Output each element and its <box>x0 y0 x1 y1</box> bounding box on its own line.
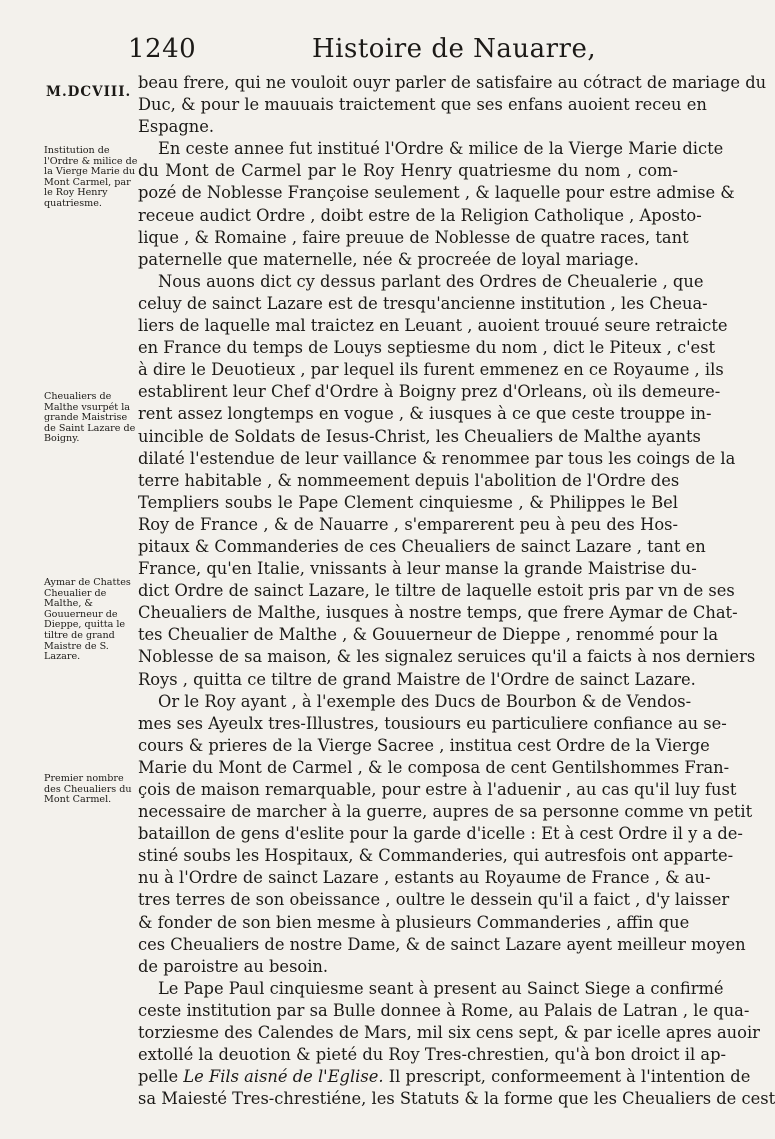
text-line: France, qu'en Italie, vnissants à leur manse la grande Maistrise du- <box>138 559 697 579</box>
text-line: Espagne. <box>138 117 215 137</box>
text-line: rent assez longtemps en vogue , & iusques à ce que ceste trouppe in- <box>138 404 712 424</box>
text-line: establirent leur Chef d'Ordre à Boigny prez d'Orleans, où ils demeure- <box>138 382 721 402</box>
text-line: dict Ordre de sainct Lazare, le tiltre de laquelle estoit pris par vn de ses <box>138 581 735 601</box>
text-line: tes Cheualier de Malthe , & Gouuerneur de Dieppe , renommé pour la <box>138 625 719 645</box>
text-line: Roys , quitta ce tiltre de grand Maistre de l'Ordre de sainct Lazare. <box>138 669 696 689</box>
text-line: nu à l'Ordre de sainct Lazare , estants au Royaume de France , & au- <box>138 868 711 888</box>
text-fragment: pelle <box>138 1067 179 1087</box>
margin-note-aymar: Aymar de Chattes Cheualier de Malthe, & Gouuerneur de Dieppe, quitta le tiltre de grand Maistre de S. Lazare. <box>44 577 131 663</box>
text-line: Roy de France , & de Nauarre , s'emparerent peu à peu des Hos- <box>138 514 678 534</box>
text-line: Or le Roy ayant , à l'exemple des Ducs de Bourbon & de Vendos- <box>158 691 692 711</box>
text-line: celuy de sainct Lazare est de tresqu'ancienne institution , les Cheua- <box>138 293 708 313</box>
text-line: stiné soubs les Hospitaux, & Commanderies, qui autresfois ont apparte- <box>138 846 734 866</box>
italic-phrase: Le Fils aisné de l'Eglise. <box>183 1067 384 1087</box>
text-line: beau frere, qui ne vouloit ouyr parler de satisfaire au cótract de mariage du <box>138 73 767 92</box>
text-line: de paroistre au besoin. <box>138 956 329 976</box>
text-line: çois de maison remarquable, pour estre à l'aduenir , au cas qu'il luy fust <box>138 780 737 799</box>
page-number: 1240 <box>128 34 197 64</box>
text-line: Duc, & pour le mauuais traictement que ses enfans auoient receu en <box>138 95 707 115</box>
margin-note-malthe: Cheualiers de Malthe vsurpét la grande Maistrise de Saint Lazare de Boigny. <box>44 391 136 445</box>
page-header <box>0 32 700 68</box>
text-line: dilaté l'estendue de leur vaillance & renommee par tous les coings de la <box>138 448 736 468</box>
text-line: & fonder de son bien mesme à plusieurs Commanderies , affin que <box>138 912 690 932</box>
text-line: extollé la deuotion & pieté du Roy Tres-chrestien, qu'à bon droict il ap- <box>138 1045 726 1065</box>
text-line: liers de laquelle mal traictez en Leuant , auoient trouué seure retraicte <box>138 316 728 336</box>
text-line: tres terres de son obeissance , oultre le dessein qu'il a faict , d'y laisser <box>138 890 730 910</box>
text-line: Noblesse de sa maison, & les signalez seruices qu'il a faicts à nos derniers <box>138 647 756 667</box>
text-line: uincible de Soldats de Iesus-Christ, les Cheualiers de Malthe ayants <box>138 426 701 446</box>
body-text <box>138 72 775 1110</box>
text-fragment: Il prescript, conformeement à l'intention de <box>388 1067 751 1087</box>
text-line: En ceste annee fut institué l'Ordre & milice de la Vierge Marie dicte <box>158 139 724 159</box>
text-line: Nous auons dict cy dessus parlant des Ordres de Cheualerie , que <box>158 271 704 291</box>
text-line: paternelle que maternelle, née & procreée de loyal mariage. <box>138 249 639 269</box>
text-line: necessaire de marcher à la guerre, aupres de sa personne comme vn petit <box>138 802 753 822</box>
text-line: terre habitable , & nommeement depuis l'abolition de l'Ordre des <box>138 470 680 490</box>
running-title: Histoire de Nauarre, <box>312 34 597 64</box>
text-line: ces Cheualiers de nostre Dame, & de sainct Lazare ayent meilleur moyen <box>138 934 746 954</box>
text-line: du Mont de Carmel par le Roy Henry quatriesme du nom , com- <box>138 161 678 181</box>
text-line: Templiers soubs le Pape Clement cinquiesme , & Philippes le Bel <box>138 492 678 512</box>
year-marker: M.DCVIII. <box>46 84 132 100</box>
text-line: Le Pape Paul cinquiesme seant à present au Sainct Siege a confirmé <box>158 978 724 998</box>
text-line: cours & prieres de la Vierge Sacree , institua cest Ordre de la Vierge <box>138 735 710 755</box>
text-line: sa Maiesté Tres-chrestiéne, les Statuts & la forme que les Cheualiers de cest <box>138 1089 775 1109</box>
text-line: à dire le Deuotieux , par lequel ils furent emmenez en ce Royaume , ils <box>138 360 724 380</box>
margin-note-institution: Institution de l'Ordre & milice de la Vierge Marie du Mont Carmel, par le Roy Henry quatriesme. <box>44 145 138 209</box>
text-line: Cheualiers de Malthe, iusques à nostre temps, que frere Aymar de Chat- <box>138 603 738 623</box>
text-line: bataillon de gens d'eslite pour la garde d'icelle : Et à cest Ordre il y a de- <box>138 824 743 844</box>
text-line: lique , & Romaine , faire preuue de Noblesse de quatre races, tant <box>138 227 689 247</box>
text-line: torziesme des Calendes de Mars, mil six cens sept, & par icelle apres auoir <box>138 1023 760 1043</box>
margin-note-premier-nombre: Premier nombre des Cheualiers du Mont Carmel. <box>44 773 132 806</box>
text-line: ceste institution par sa Bulle donnee à Rome, au Palais de Latran , le qua- <box>138 1000 750 1020</box>
text-line: mes ses Ayeulx tres-Illustres, tousiours eu particuliere confiance au se- <box>138 713 727 733</box>
text-line: pozé de Noblesse Françoise seulement , & laquelle pour estre admise & <box>138 183 735 203</box>
text-line: en France du temps de Louys septiesme du nom , dict le Piteux , c'est <box>138 338 716 358</box>
text-line-mixed <box>138 1066 751 1088</box>
text-line: Marie du Mont de Carmel , & le composa de cent Gentilshommes Fran- <box>138 757 730 777</box>
text-line: receue audict Ordre , doibt estre de la Religion Catholique , Aposto- <box>138 205 702 225</box>
text-line: pitaux & Commanderies de ces Cheualiers de sainct Lazare , tant en <box>138 536 706 556</box>
